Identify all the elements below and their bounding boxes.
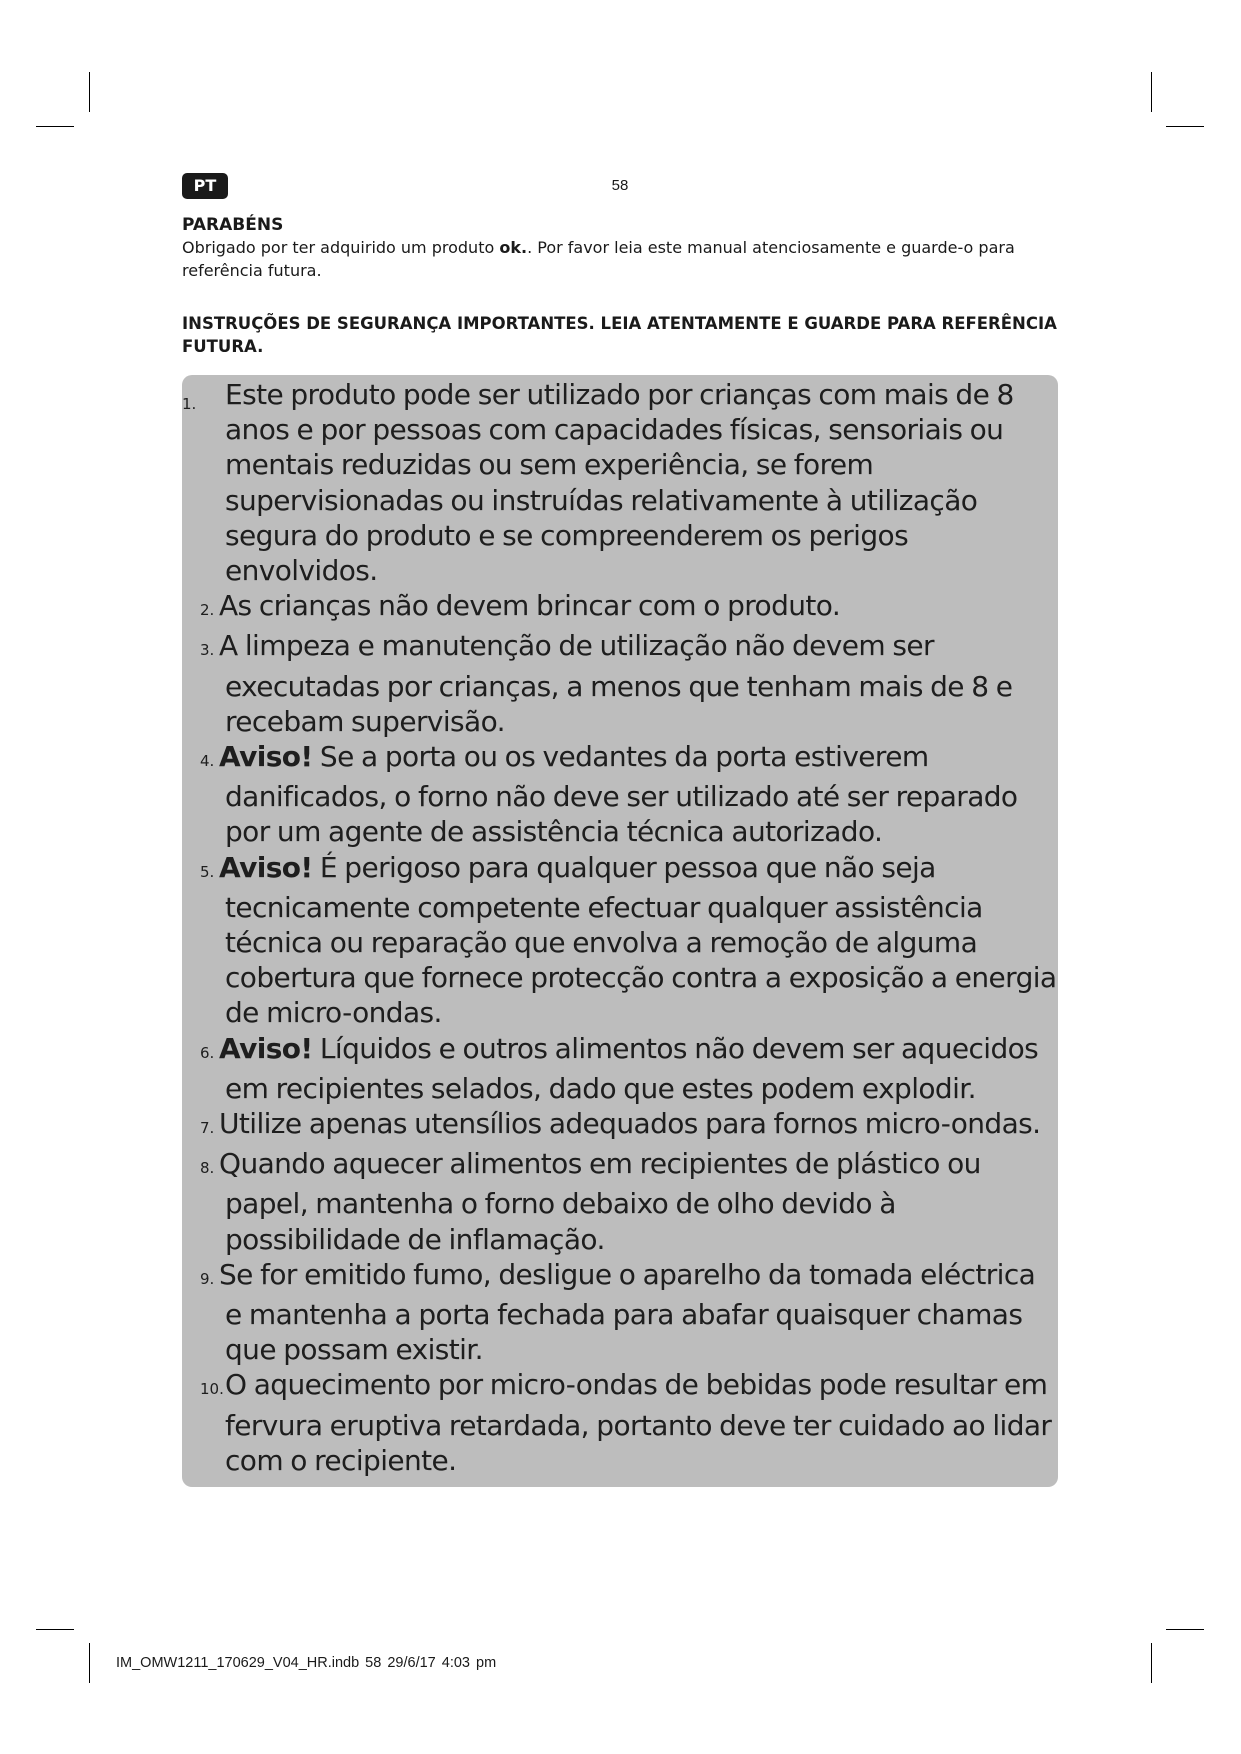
- crop-mark-top-right-vertical: [1151, 72, 1152, 112]
- instruction-item: [182, 1367, 1058, 1478]
- instruction-number: 2.: [200, 601, 215, 620]
- instruction-item: [182, 1106, 1058, 1146]
- page-number: 58: [611, 177, 629, 194]
- crop-mark-top-left-vertical: [89, 72, 90, 112]
- intro-paragraph: [182, 236, 1062, 282]
- instruction-text: Utilize apenas utensílios adequados para fornos micro-ondas.: [219, 1107, 1041, 1141]
- safety-instructions-box: [182, 375, 1058, 1487]
- instruction-number: 7.: [200, 1119, 215, 1138]
- warning-label: Aviso!: [219, 740, 313, 774]
- instruction-text: É perigoso para qualquer pessoa que não seja tecnicamente competente efectuar qualquer assistência técnica ou reparação que envolva a remoção de alguma cobertura que fornece protecção contra a exposição a energia de micro-ondas.: [225, 850, 1057, 1030]
- instruction-number: 10.: [200, 1380, 224, 1399]
- brand-name: ok.: [499, 238, 528, 257]
- instruction-text: Este produto pode ser utilizado por crianças com mais de 8 anos e por pessoas com capacidades físicas, sensoriais ou mentais reduzidas ou sem experiência, se forem supervisionadas ou instruídas relativamente à utilização segura do produto e se compreenderem os perigos envolvidos.: [225, 378, 1014, 588]
- crop-mark-bottom-right-vertical: [1151, 1643, 1152, 1683]
- instruction-text: Quando aquecer alimentos em recipientes de plástico ou papel, mantenha o forno debaixo de olho devido à possibilidade de inflamação.: [219, 1147, 981, 1256]
- instruction-text: A limpeza e manutenção de utilização não devem ser executadas por crianças, a menos que tenham mais de 8 e recebam supervisão.: [219, 629, 1013, 738]
- instruction-number: 5.: [200, 862, 215, 881]
- crop-mark-bottom-right-horizontal: [1166, 1629, 1204, 1630]
- intro-text-after: . Por favor leia este manual atenciosamente e guarde-o para referência futura.: [182, 238, 1015, 280]
- instruction-item: [182, 1146, 1058, 1257]
- instruction-item: [182, 628, 1058, 739]
- print-slug-footer: IM_OMW1211_170629_V04_HR.indb 58 29/6/17 4:03 pm: [116, 1655, 497, 1671]
- crop-mark-top-left-horizontal: [36, 126, 74, 127]
- crop-mark-bottom-left-horizontal: [36, 1629, 74, 1630]
- warning-label: Aviso!: [219, 850, 313, 884]
- instruction-number: 1.: [182, 395, 197, 413]
- instruction-item: [182, 1257, 1058, 1368]
- instruction-number: 8.: [200, 1159, 215, 1178]
- instruction-number: 3.: [200, 641, 215, 660]
- crop-mark-top-right-horizontal: [1166, 126, 1204, 127]
- instruction-item: [182, 739, 1058, 850]
- congrats-title: PARABÉNS: [182, 215, 284, 235]
- intro-text-before: Obrigado por ter adquirido um produto: [182, 238, 500, 257]
- instruction-text: Se for emitido fumo, desligue o aparelho da tomada eléctrica e mantenha a porta fechada para abafar quaisquer chamas que possam existir.: [219, 1257, 1036, 1367]
- instruction-number: 6.: [200, 1043, 215, 1062]
- instruction-item: [182, 377, 1058, 588]
- instruction-text: Se a porta ou os vedantes da porta estiverem danificados, o forno não deve ser utilizado até ser reparado por um agente de assistência técnica autorizado.: [225, 740, 1018, 849]
- instruction-number: 4.: [200, 752, 215, 771]
- instruction-item: [182, 1031, 1058, 1106]
- instruction-text: As crianças não devem brincar com o produto.: [219, 589, 841, 623]
- instruction-number: 9.: [200, 1269, 215, 1288]
- instruction-text: O aquecimento por micro-ondas de bebidas pode resultar em fervura eruptiva retardada, portanto deve ter cuidado ao lidar com o recipiente.: [225, 1368, 1052, 1477]
- warning-label: Aviso!: [219, 1031, 313, 1065]
- instruction-text: Líquidos e outros alimentos não devem ser aquecidos em recipientes selados, dado que estes podem explodir.: [225, 1031, 1039, 1105]
- safety-heading: INSTRUÇÕES DE SEGURANÇA IMPORTANTES. LEIA ATENTAMENTE E GUARDE PARA REFERÊNCIA FUTURA.: [182, 314, 1057, 356]
- language-badge: PT: [182, 173, 228, 199]
- crop-mark-bottom-left-vertical: [89, 1643, 90, 1683]
- instruction-item: [182, 850, 1058, 1031]
- instruction-item: [182, 588, 1058, 628]
